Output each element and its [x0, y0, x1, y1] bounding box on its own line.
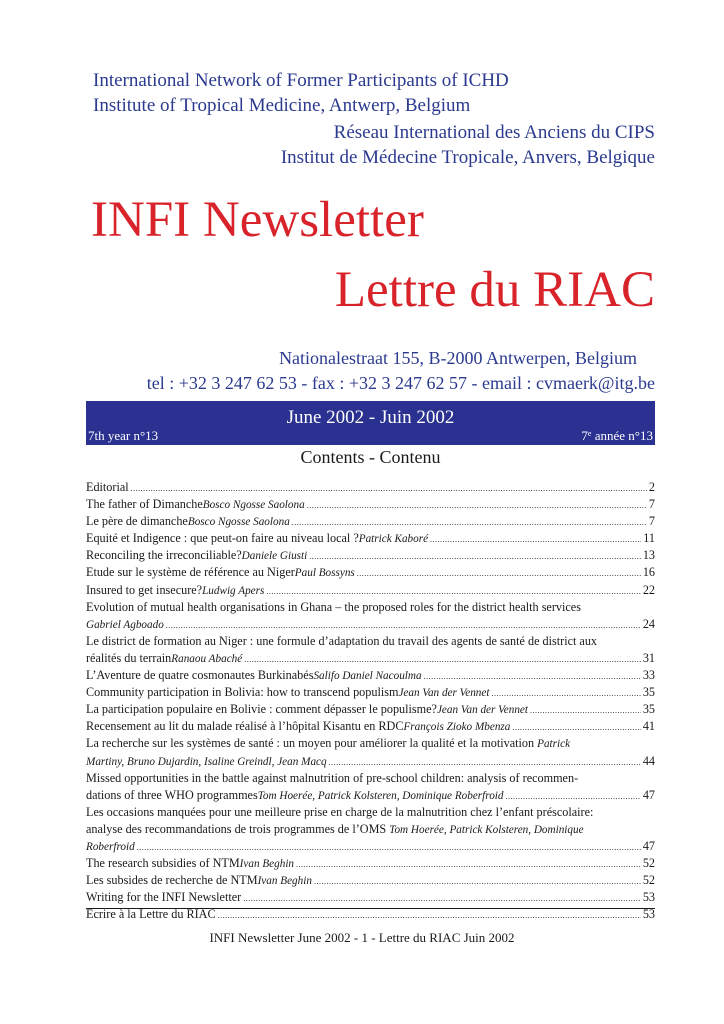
toc-entry: L’Aventure de quatre cosmonautes Burkinabés Salifo Daniel Nacoulma ..... 33 — [86, 667, 655, 684]
page-footer: INFI Newsletter June 2002 - 1 - Lettre du RIAC Juin 2002 — [209, 930, 515, 945]
issue-band — [86, 401, 655, 445]
toc-entry: Evolution of mutual health organisations in Ghana – the proposed roles for the district health services — [86, 599, 581, 614]
network-name-fr: Réseau International des Anciens du CIPS — [333, 122, 655, 143]
toc-entry: Les subsides de recherche de NTM Ivan Beghin ..... 52 — [86, 872, 655, 889]
toc-entry: Editorial ..... 2 — [86, 479, 655, 496]
toc-entry: Le père de dimanche Bosco Ngosse Saolona ..... 7 — [86, 513, 655, 530]
toc-entry: La recherche sur les systèmes de santé : un moyen pour améliorer la qualité et la motivation Patrick — [86, 736, 571, 751]
newsletter-title-fr: Lettre du RIAC — [334, 262, 655, 318]
toc-entry: Les occasions manquées pour une meilleure prise en charge de la malnutrition chez l’enfant préscolaire: — [86, 804, 594, 819]
toc-entry: Equité et Indigence : que peut-on faire au niveau local ? Patrick Kaboré ..... 11 — [86, 530, 655, 547]
issue-number-fr: 7e année n°13 — [581, 428, 653, 443]
institute-name-en: Institute of Tropical Medicine, Antwerp, Belgium — [93, 95, 471, 116]
postal-address: Nationalestraat 155, B-2000 Antwerpen, Belgium — [279, 348, 637, 368]
toc-entry: Etude sur le système de référence au Niger Paul Bossyns ..... 16 — [86, 564, 655, 581]
toc-entry: Writing for the INFI Newsletter ..... 53 — [86, 889, 655, 906]
issue-date: June 2002 - Juin 2002 — [286, 407, 455, 428]
newsletter-title-en: INFI Newsletter — [91, 192, 424, 248]
toc-entry: Insured to get insecure? Ludwig Apers ..... 22 — [86, 582, 655, 599]
toc-entry: Reconciling the irreconciliable? Daniele Giusti ..... 13 — [86, 547, 655, 564]
toc-entry-continued: dations of three WHO programmes Tom Hoerée, Patrick Kolsteren, Dominique Roberfroid ..... 47 — [86, 787, 655, 804]
toc-entry: Missed opportunities in the battle against malnutrition of pre-school children: analysis of recommen- — [86, 770, 579, 785]
toc-entry: La participation populaire en Bolivie : comment dépasser le populisme? Jean Van der Vennet ..... 35 — [86, 701, 655, 718]
contents-heading: Contents - Contenu — [300, 447, 441, 467]
footer-divider — [86, 908, 655, 909]
toc-entry-continued: réalités du terrain Ranaou Abaché ..... 31 — [86, 650, 655, 667]
contact-details: tel : +32 3 247 62 53 - fax : +32 3 247 62 57 - email : cvmaerk@itg.be — [146, 373, 655, 393]
toc-entry: Le district de formation au Niger : une formule d’adaptation du travail des agents de santé de district aux — [86, 633, 598, 648]
table-of-contents — [86, 479, 655, 923]
institute-name-fr: Institut de Médecine Tropicale, Anvers, Belgique — [280, 147, 655, 168]
network-name-en: International Network of Former Participants of ICHD — [93, 70, 509, 91]
toc-entry: The father of Dimanche Bosco Ngosse Saolona ..... 7 — [86, 496, 655, 513]
toc-entry-continued: Gabriel Agboado ..... 24 — [86, 616, 655, 633]
issue-number-en: 7th year n°13 — [88, 428, 159, 443]
toc-entry: Ecrire à la Lettre du RIAC ..... 53 — [86, 906, 655, 923]
toc-entry-continued: analyse des recommandations de trois programmes de l’OMS Tom Hoerée, Patrick Kolsteren, Dominique — [86, 821, 584, 836]
toc-entry-continued: Roberfroid ..... 47 — [86, 838, 655, 855]
toc-entry: Community participation in Bolivia: how to transcend populism Jean Van der Vennet ..... 35 — [86, 684, 655, 701]
toc-entry: Recensement au lit du malade réalisé à l’hôpital Kisantu en RDC François Zioko Mbenza ..... 41 — [86, 718, 655, 735]
toc-entry: The research subsidies of NTM Ivan Beghin ..... 52 — [86, 855, 655, 872]
toc-entry-continued: Martiny, Bruno Dujardin, Isaline Greindl, Jean Macq ..... 44 — [86, 753, 655, 770]
